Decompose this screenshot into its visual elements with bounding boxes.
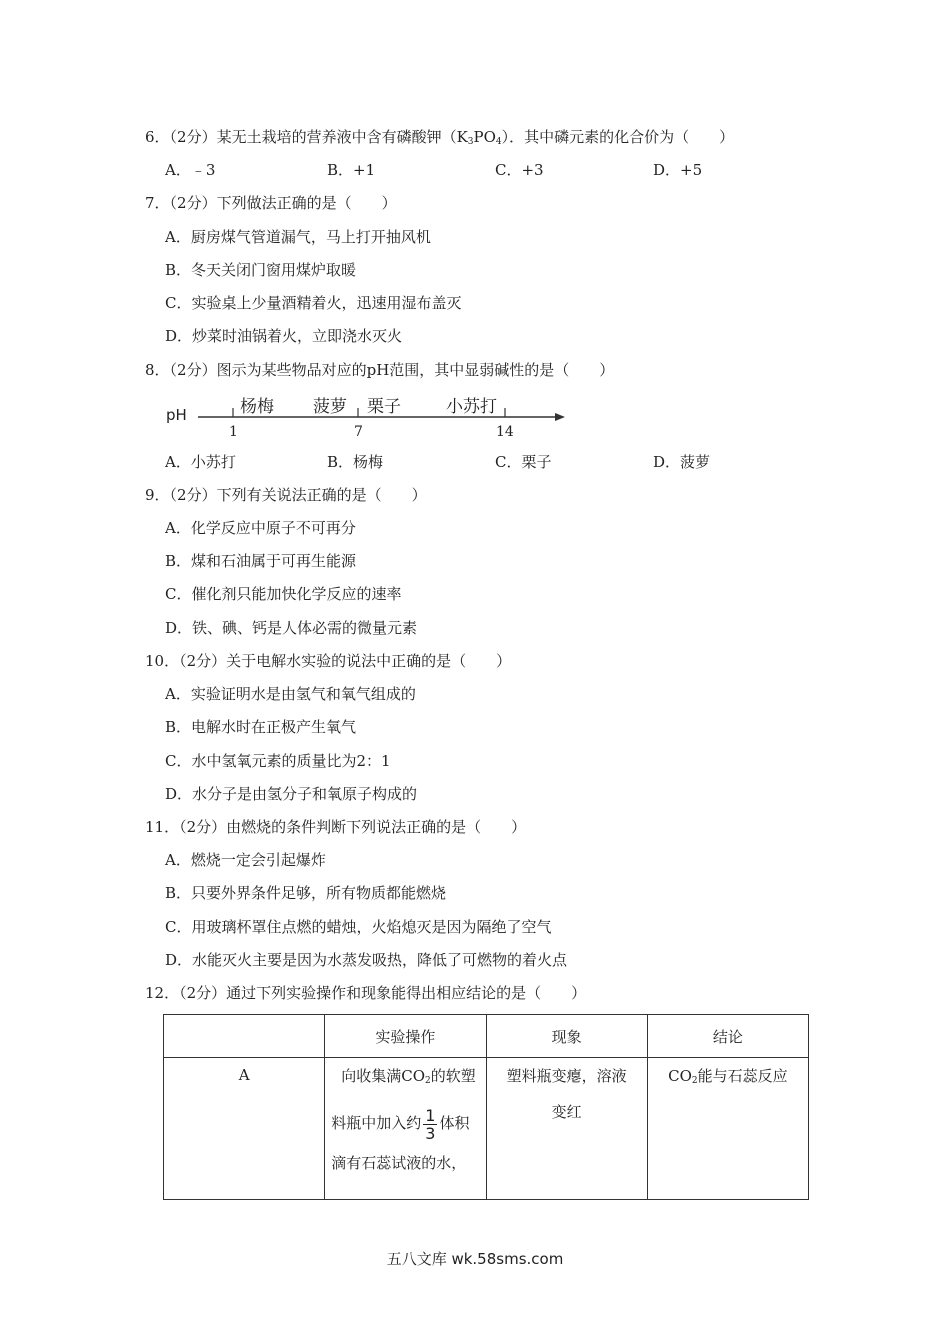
phenomenon-line-2: 变红 <box>551 1103 582 1121</box>
question-9-option-c: C．催化剂只能加快化学反应的速率 <box>165 585 402 603</box>
question-7-option-c: C．实验桌上少量酒精着火，迅速用湿布盖灭 <box>165 294 462 312</box>
question-8-option-b: B．杨梅 <box>327 453 384 471</box>
phenomenon-line-1: 塑料瓶变瘪，溶液 <box>506 1067 627 1085</box>
ph-item-xiaosuda: 小苏打 <box>446 397 497 417</box>
fraction-one-third: $\frac{1}{3}$ <box>425 1105 436 1143</box>
conclusion-text: $CO_2$能与石蕊反应 <box>668 1067 788 1086</box>
ph-item-lizi: 栗子 <box>367 397 401 417</box>
ph-tick-7: 7 <box>354 424 363 440</box>
ph-axis-label: pH <box>166 406 187 424</box>
phenomenon-cell <box>486 1058 647 1200</box>
question-8-option-c: C．栗子 <box>495 453 552 471</box>
operation-line-2: 料瓶中加入约 $\frac{1}{3}$ 体积 <box>331 1105 470 1143</box>
question-9-option-b: B．煤和石油属于可再生能源 <box>165 552 357 570</box>
question-7-stem: 7．（2分）下列做法正确的是（ ） <box>145 194 397 212</box>
question-10-option-c: C．水中氢氧元素的质量比为2：1 <box>165 752 391 770</box>
question-8-stem: 8．（2分）图示为某些物品对应的pH范围，其中显弱碱性的是（ ） <box>145 361 615 379</box>
question-11-option-c: C．用玻璃杯罩住点燃的蜡烛，火焰熄灭是因为隔绝了空气 <box>165 918 552 936</box>
question-10-option-a: A．实验证明水是由氢气和氧气组成的 <box>165 685 416 703</box>
question-6-option-c: C．+3 <box>495 161 544 179</box>
row-label-cell: A <box>164 1058 325 1200</box>
question-10-option-d: D．水分子是由氢分子和氧原子构成的 <box>165 785 418 803</box>
question-6-option-d: D．+5 <box>653 161 703 179</box>
question-8-option-a: A．小苏打 <box>165 453 236 471</box>
table-row <box>164 1058 809 1200</box>
question-8-option-d: D．菠萝 <box>653 453 711 471</box>
question-11-option-b: B．只要外界条件足够，所有物质都能燃烧 <box>165 884 447 902</box>
ph-tick-1: 1 <box>229 424 238 440</box>
question-12-stem: 12．（2分）通过下列实验操作和现象能得出相应结论的是（ ） <box>145 984 587 1002</box>
experiment-table <box>163 1014 809 1200</box>
question-11-stem: 11．（2分）由燃烧的条件判断下列说法正确的是（ ） <box>145 818 527 836</box>
ph-item-boluo: 菠萝 <box>313 397 347 417</box>
ph-item-yangmei: 杨梅 <box>240 397 274 417</box>
question-9-stem: 9．（2分）下列有关说法正确的是（ ） <box>145 486 427 504</box>
question-6-stem: 6．（2分）某无土栽培的营养液中含有磷酸钾$(K_3PO_4)$．其中磷元素的化合价为（ ） <box>145 128 735 147</box>
table-header-cell <box>164 1015 325 1058</box>
ph-tick-14: 14 <box>496 424 514 440</box>
operation-line-1: 向收集满$CO_2$的软塑 <box>341 1067 476 1086</box>
question-9-option-d: D．铁、碘、钙是人体必需的微量元素 <box>165 619 418 637</box>
question-7-option-b: B．冬天关闭门窗用煤炉取暖 <box>165 261 357 279</box>
operation-cell <box>325 1058 486 1200</box>
question-6-option-b: B．+1 <box>327 161 376 179</box>
question-7-option-d: D．炒菜时油锅着火，立即浇水灭火 <box>165 327 403 345</box>
question-11-option-a: A．燃烧一定会引起爆炸 <box>165 851 326 869</box>
question-10-option-b: B．电解水时在正极产生氧气 <box>165 718 357 736</box>
question-7-option-a: A．厨房煤气管道漏气，马上打开抽风机 <box>165 228 431 246</box>
footer-watermark: 五八文库 wk.58sms.com <box>386 1250 564 1268</box>
question-10-stem: 10．（2分）关于电解水实验的说法中正确的是（ ） <box>145 652 512 670</box>
operation-line-3: 滴有石蕊试液的水， <box>331 1154 467 1172</box>
question-11-option-d: D．水能灭火主要是因为水蒸发吸热，降低了可燃物的着火点 <box>165 951 568 969</box>
question-9-option-a: A．化学反应中原子不可再分 <box>165 519 356 537</box>
question-6-option-a: A．﹣3 <box>165 161 216 179</box>
table-header-cell: 现象 <box>486 1015 647 1058</box>
table-header-row <box>164 1015 809 1058</box>
conclusion-cell <box>647 1058 808 1200</box>
ph-scale-diagram <box>160 388 570 448</box>
table-header-cell: 实验操作 <box>325 1015 486 1058</box>
table-header-cell: 结论 <box>647 1015 808 1058</box>
